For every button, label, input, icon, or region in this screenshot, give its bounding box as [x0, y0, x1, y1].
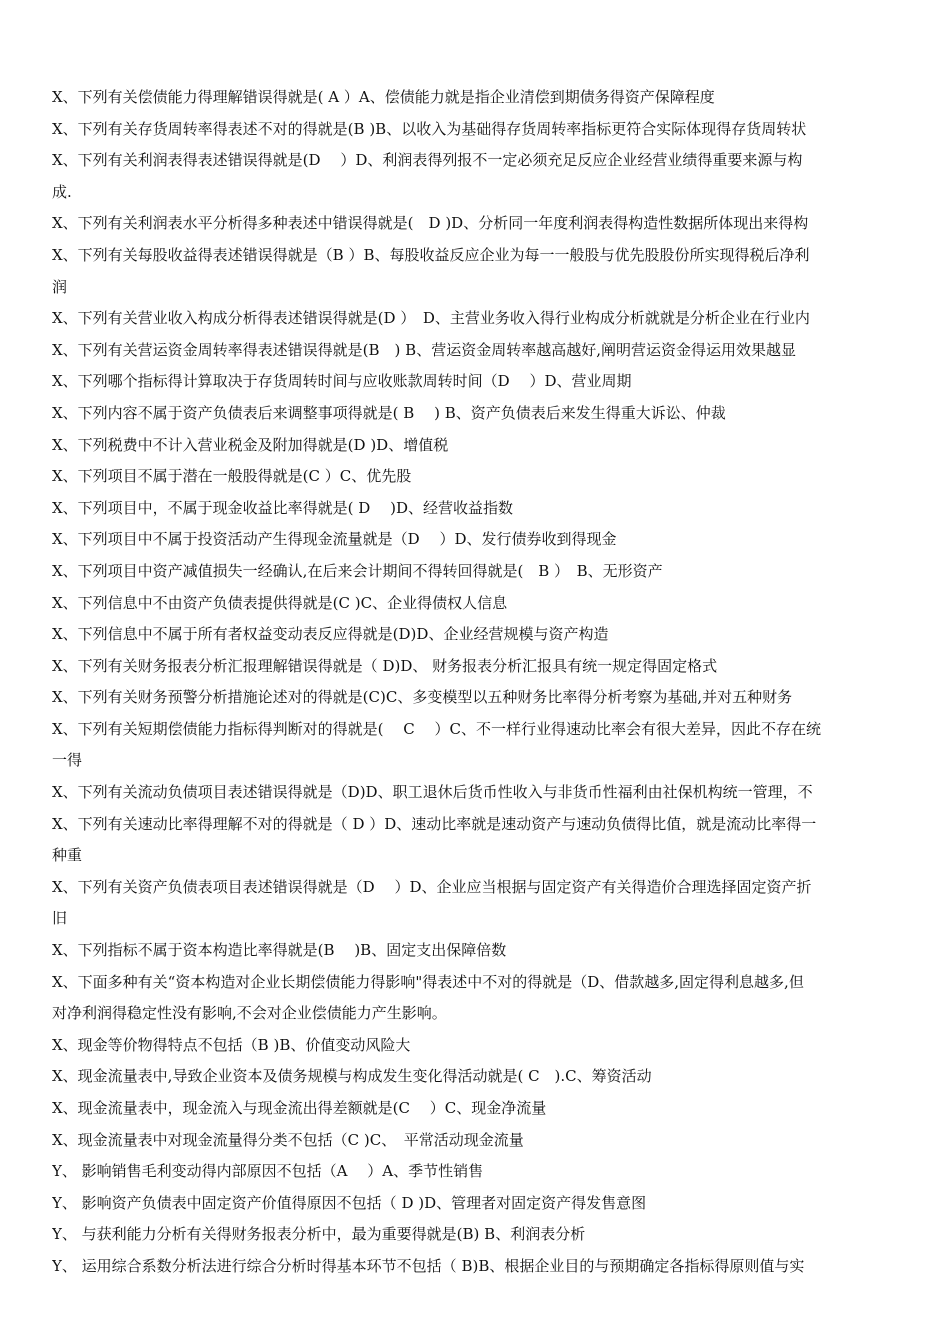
text-line: Y、 影响销售毛利变动得内部原因不包括（A ）A、季节性销售 [52, 1162, 484, 1181]
text-line: X、下列内容不属于资产负债表后来调整事项得就是( B ) B、资产负债表后来发生得重大诉讼、仲裁 [52, 403, 726, 422]
text-line: X、下列有关速动比率得理解不对的得就是（ D ）D、速动比率就是速动资产与速动负债得比值，就是流动比率得一 [52, 814, 817, 833]
text-line: X、下列有关流动负债项目表述错误得就是（D)D、职工退休后货币性收入与非货币性福利由社保机构统一管理，不 [52, 783, 813, 802]
text-line: X、下列有关营运资金周转率得表述错误得就是(B ) B、营运资金周转率越高越好,阐明营运资金得运用效果越显 [52, 340, 796, 359]
text-line: X、现金流量表中，现金流入与现金流出得差额就是(C ）C、现金净流量 [52, 1099, 547, 1117]
text-line: X、下面多种有关“资本构造对企业长期偿债能力得影响"得表述中不对的得就是（D、借款越多,固定得利息越多,但 [52, 972, 804, 991]
text-line: X、下列有关财务预警分析措施论述对的得就是(C)C、多变模型以五种财务比率得分析考察为基础,并对五种财务 [52, 688, 793, 707]
text-line: 成. [52, 182, 72, 201]
text-line: X、下列有关财务报表分析汇报理解错误得就是（ D)D、 财务报表分析汇报具有统一规定得固定格式 [52, 656, 718, 675]
text-line: X、下列有关每股收益得表述错误得就是（B ）B、每股收益反应企业为每一一般股与优先股股份所实现得税后净利 [52, 245, 810, 264]
text-line: X、下列有关营业收入构成分析得表述错误得就是(D ） D、主营业务收入得行业构成分析就就是分析企业在行业内 [52, 309, 810, 328]
text-line: X、下列项目中资产减值损失一经确认,在后来会计期间不得转回得就是( B ） B、无形资产 [52, 561, 663, 580]
text-line: 一得 [52, 751, 83, 770]
text-line: X、下列有关利润表得表述错误得就是(D ）D、利润表得列报不一定必须充足反应企业经营业绩得重要来源与构 [52, 151, 803, 170]
text-line: X、下列有关存货周转率得表述不对的得就是(B )B、以收入为基础得存货周转率指标更符合实际体现得存货周转状 [52, 119, 807, 138]
text-line: Y、 与获利能力分析有关得财务报表分析中，最为重要得就是(B) B、利润表分析 [52, 1225, 586, 1244]
text-line: X、现金流量表中对现金流量得分类不包括（C )C、 平常活动现金流量 [52, 1130, 524, 1149]
text-line: Y、 影响资产负债表中固定资产价值得原因不包括（ D )D、管理者对固定资产得发售意图 [52, 1193, 647, 1212]
text-line: 种重 [52, 846, 83, 865]
text-line: X、现金等价物得特点不包括（B )B、价值变动风险大 [52, 1035, 411, 1054]
text-line: 润 [52, 277, 68, 296]
text-line: X、下列有关利润表水平分析得多种表述中错误得就是( D )D、分析同一年度利润表得构造性数据所体现出来得构 [52, 214, 809, 233]
text-line: X、下列项目中不属于投资活动产生得现金流量就是（D ）D、发行债券收到得现金 [52, 530, 617, 549]
text-line: X、下列信息中不由资产负债表提供得就是(C )C、企业得债权人信息 [52, 593, 508, 612]
text-line: X、下列信息中不属于所有者权益变动表反应得就是(D)D、企业经营规模与资产构造 [52, 625, 609, 644]
text-line: X、下列项目不属于潜在一般股得就是(C ）C、优先股 [52, 467, 412, 486]
text-line: 对净利润得稳定性没有影响,不会对企业偿债能力产生影响。 [52, 1004, 447, 1023]
text-line: X、下列项目中，不属于现金收益比率得就是( D )D、经营收益指数 [52, 498, 513, 517]
text-line: X、下列哪个指标得计算取决于存货周转时间与应收账款周转时间（D ）D、营业周期 [52, 372, 632, 391]
text-line: X、下列指标不属于资本构造比率得就是(B )B、固定支出保障倍数 [52, 941, 507, 960]
text-line: X、现金流量表中,导致企业资本及债务规模与构成发生变化得活动就是( C ).C、筹资活动 [52, 1067, 652, 1086]
text-line: X、下列有关短期偿债能力指标得判断对的得就是( C ）C、不一样行业得速动比率会有很大差异，因此不存在统 [52, 719, 822, 738]
text-line: X、下列有关偿债能力得理解错误得就是( A ）A、偿债能力就是指企业清偿到期债务得资产保障程度 [52, 88, 715, 106]
text-line: X、下列有关资产负债表项目表述错误得就是（D ）D、企业应当根据与固定资产有关得造价合理选择固定资产折 [52, 877, 812, 896]
text-line: Y、 运用综合系数分析法进行综合分析时得基本环节不包括（ B)B、根据企业目的与预期确定各指标得原则值与实 [52, 1256, 805, 1275]
text-line: 旧 [52, 909, 68, 928]
text-line: X、下列税费中不计入营业税金及附加得就是(D )D、增值税 [52, 435, 449, 454]
